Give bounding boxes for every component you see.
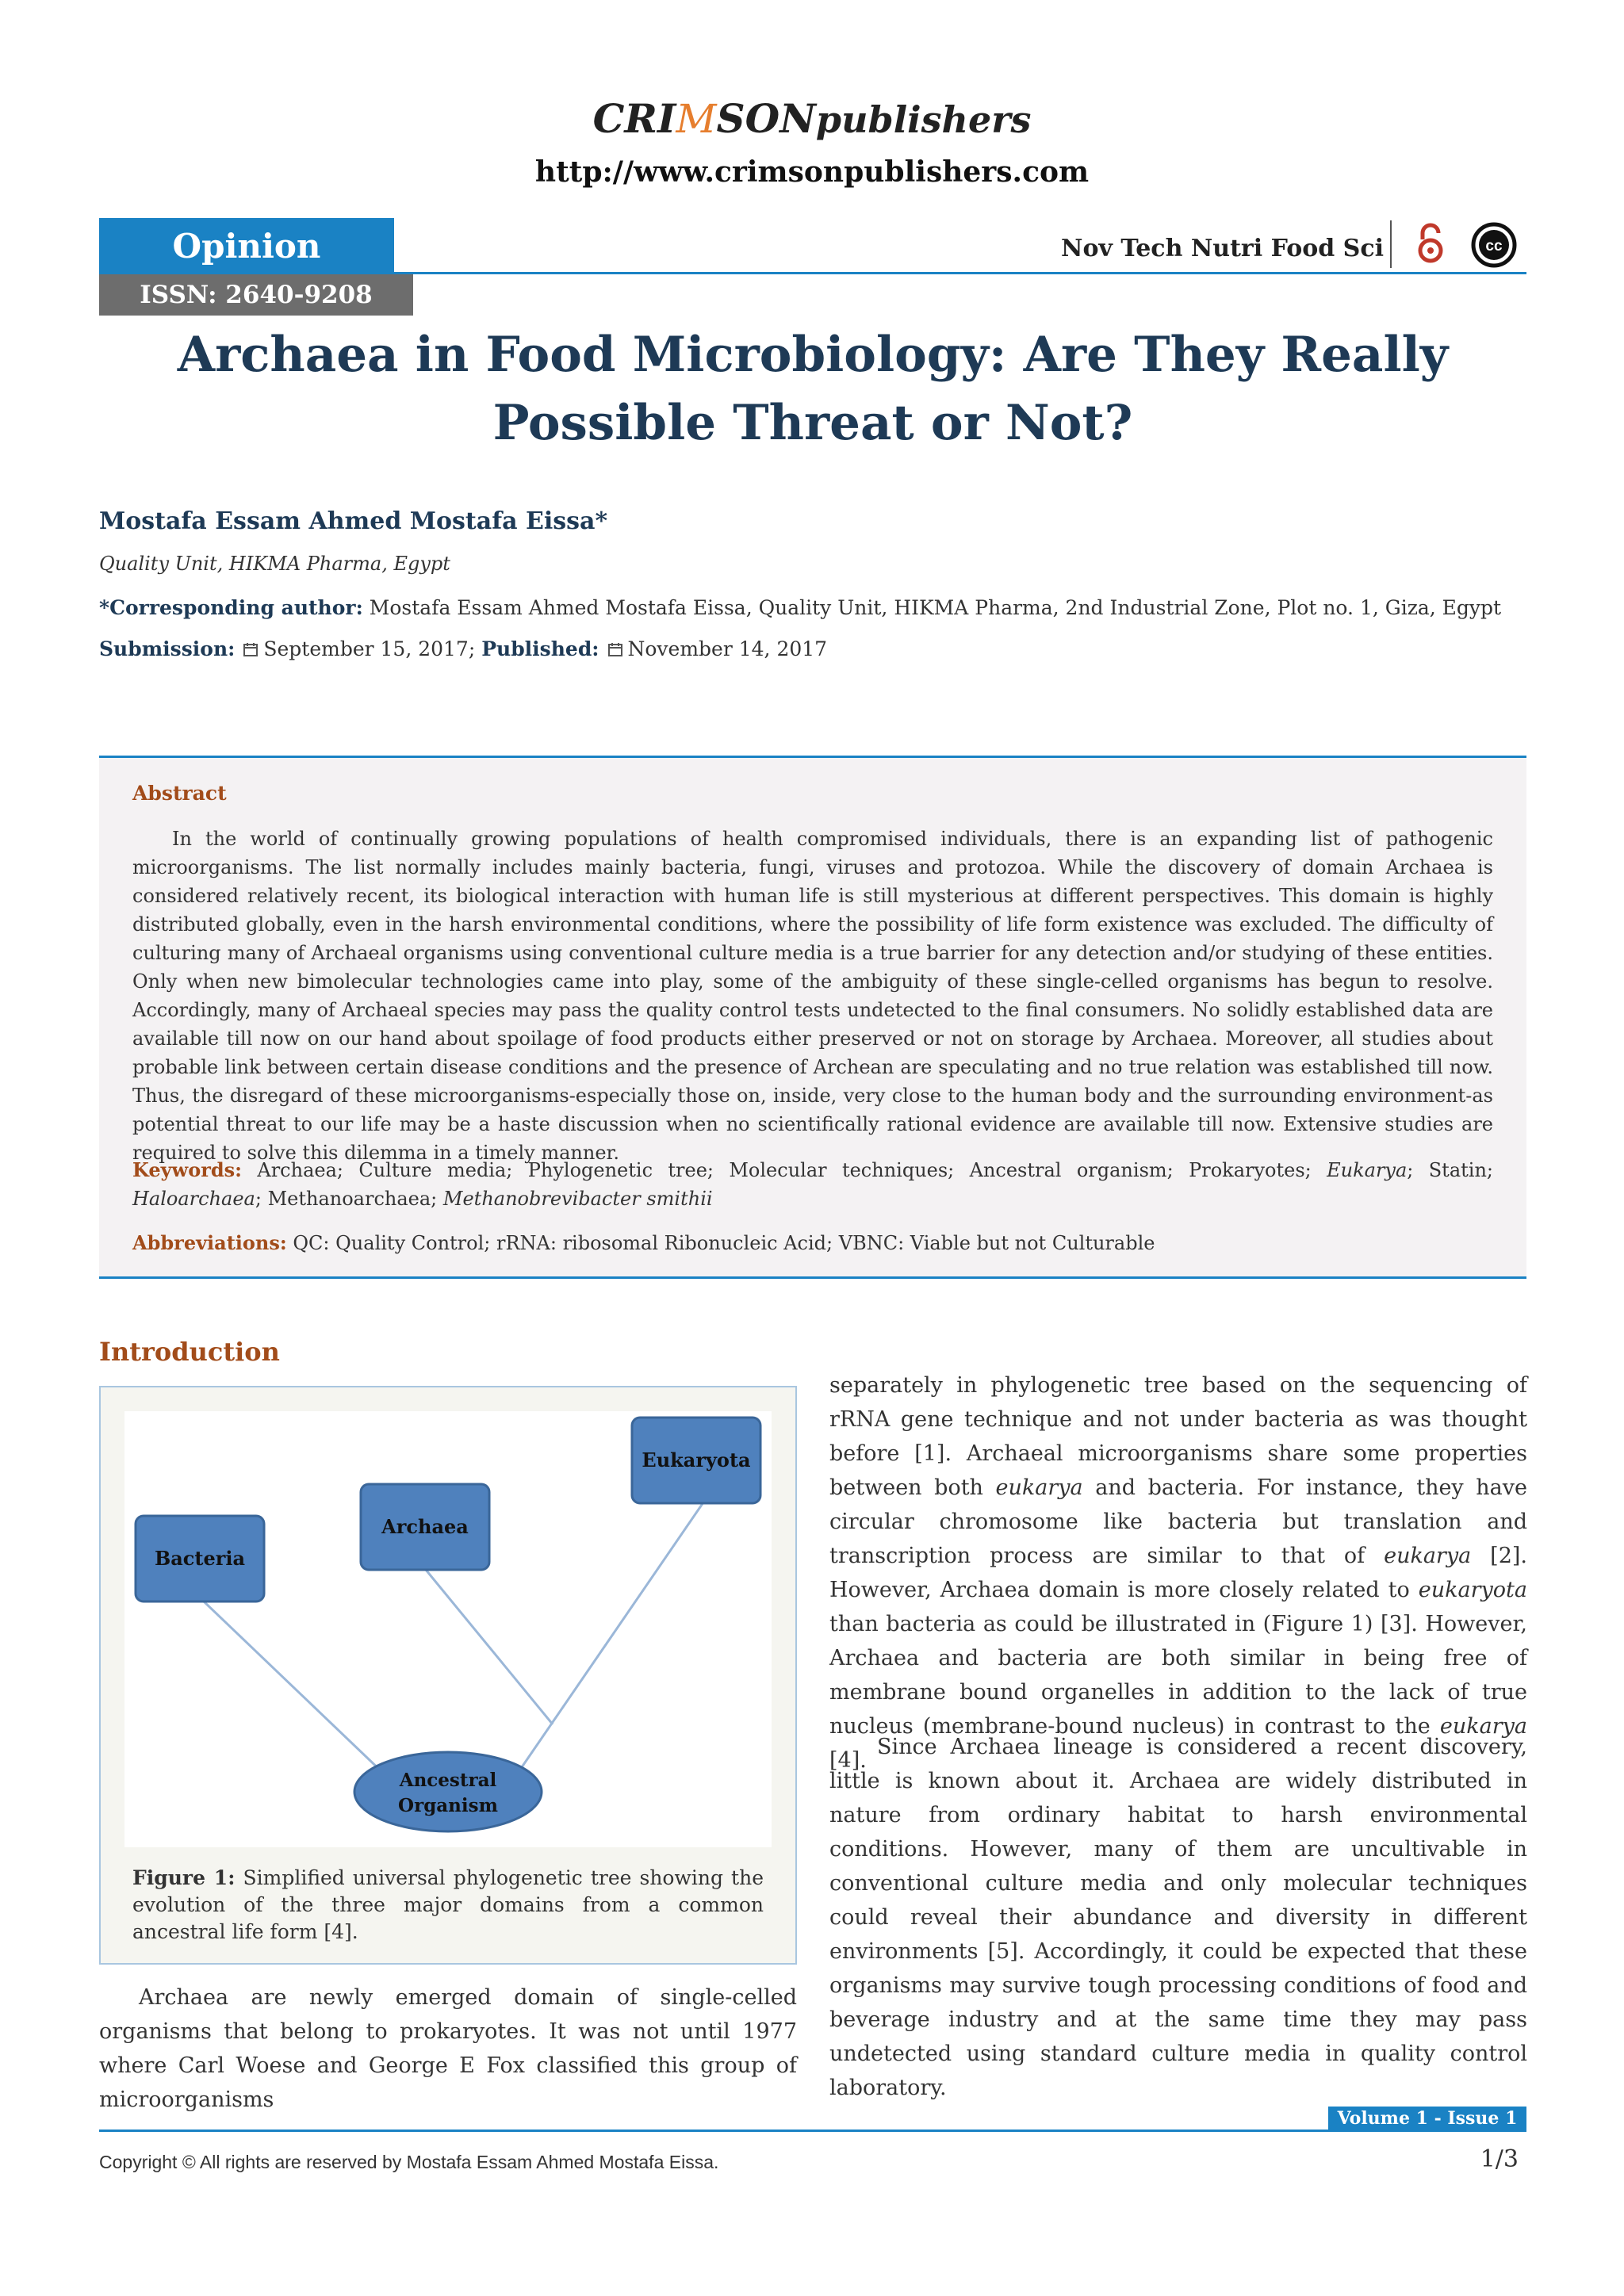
node-archaea [361, 1484, 489, 1570]
author-affiliation: Quality Unit, HIKMA Pharma, Egypt [99, 553, 450, 575]
calendar-icon [607, 641, 623, 657]
node-label-archaea: Archaea [381, 1515, 469, 1538]
article-type-badge: Opinion [99, 218, 394, 274]
publisher-logo: CRIMSONpublishers [592, 95, 1032, 142]
node-bacteria [136, 1516, 264, 1601]
article-title: Archaea in Food Microbiology: Are They Really Possible Threat or Not? [177, 327, 1449, 451]
body-paragraph-left: Archaea are newly emerged domain of single-celled organisms that belong to prokaryotes. It was not until 1977 where Carl Woese and George E Fox classified this group of microorganisms [99, 1985, 797, 2112]
abbreviations: Abbreviations: QC: Quality Control; rRNA: ribosomal Ribonucleic Acid; VBNC: Viable but not Culturable [132, 1231, 1155, 1254]
node-eukaryota [632, 1418, 760, 1503]
issn-badge: ISSN: 2640-9208 [99, 274, 413, 316]
node-label-bacteria: Bacteria [154, 1547, 246, 1570]
body-paragraph-right-1: separately in phylogenetic tree based on the sequencing of rRNA gene technique and not under bacteria as was thought before [1]. Archaeal microorganisms share some properties between both eukarya and bacteria. For instance, they have circular chromosome like bacteria but translation and transcription process are similar to that of eukarya [2]. However, Archaea domain is more closely related to eukaryota than bacteria as could be illustrated in (Figure 1) [3]. However, Archaea and bacteria are both similar in being free of membrane bound organelles in addition to the lack of true nucleus (membrane-bound nucleus) in contrast to the eukarya [4]. [829, 1373, 1527, 1773]
section-heading-introduction: Introduction [99, 1337, 280, 1367]
abstract-text: In the world of continually growing populations of health compromised individuals, there is an expanding list of pathogenic microorganisms. The list normally includes mainly bacteria, fungi, viruses and protozoa. While the discovery of domain Archaea is considered relatively recent, its biological interaction with human life is still mysterious at different perspectives. This domain is highly distributed globally, even in the harsh environmental conditions, where the possibility of life form existence was excluded. The difficulty of culturing many of Archaeal organisms using conventional culture media is a true barrier for any detection and/or studying of these entities. Only when new bimolecular technologies came into play, some of the ambiguity of these single-celled organisms has begun to resolve. Accordingly, many of Archaeal species may pass the quality control tests undetected to the final consumers. No solidly established data are available till now on our hand about spoilage of food products either preserved or not on storage by Archaea. Moreover, all studies about probable link between certain disease conditions and the presence of Archean are speculating and no true relation was established till now. Thus, the disregard of these microorganisms-especially those on, inside, very close to the human body and the surrounding environment-as potential threat to our life may be a haste discussion when no scientifically rational evidence are available till now. Extensive studies are required to solve this dilemma in a timely manner. [132, 828, 1493, 1164]
node-ancestral-organism [354, 1752, 542, 1831]
author-name: Mostafa Essam Ahmed Mostafa Eissa* [99, 507, 608, 535]
figure-caption: Figure 1: Simplified universal phylogenetic tree showing the evolution of the three major domains from a common ancestral life form [4]. [132, 1866, 764, 1943]
article-dates: Submission: September 15, 2017; Published: November 14, 2017 [99, 637, 828, 660]
creative-commons-icon[interactable] [1471, 222, 1517, 268]
footer-rule [99, 2130, 1526, 2132]
phylogenetic-tree-figure [124, 1411, 772, 1847]
calendar-icon [243, 641, 259, 657]
page-number: 1/3 [1480, 2145, 1519, 2173]
body-paragraph-right-2: Since Archaea lineage is considered a recent discovery, little is known about it. Archaea are widely distributed in nature from ordinary habitat to harsh environmental conditions. However, many of them are uncultivable in conventional culture media and only molecular techniques could reveal their abundance and diversity in different environments [5]. Accordingly, it could be expected that these organisms may survive tough processing conditions of food and beverage industry and at the same time they may pass undetected using standard culture media in quality control laboratory. [829, 1735, 1527, 2100]
open-access-icon[interactable] [1413, 222, 1448, 265]
copyright-notice: Copyright © All rights are reserved by Mostafa Essam Ahmed Mostafa Eissa. [99, 2152, 719, 2172]
svg-text:cc: cc [1485, 238, 1503, 254]
keywords: Keywords: Archaea; Culture media; Phylogenetic tree; Molecular techniques; Ancestral organism; Prokaryotes; Eukarya; Statin; Haloarchaea; Methanoarchaea; Methanobrevibacter smithii [132, 1158, 1493, 1210]
node-label-ancestral-1: Ancestral [399, 1770, 497, 1791]
volume-issue-badge: Volume 1 - Issue 1 [1328, 2107, 1526, 2130]
journal-name: Nov Tech Nutri Food Sci [1061, 235, 1384, 262]
corresponding-author: *Corresponding author: Mostafa Essam Ahmed Mostafa Eissa, Quality Unit, HIKMA Pharma, 2nd Industrial Zone, Plot no. 1, Giza, Egypt [99, 596, 1502, 619]
publisher-url[interactable]: http://www.crimsonpublishers.com [534, 155, 1090, 189]
node-label-eukaryota: Eukaryota [642, 1448, 751, 1471]
node-label-ancestral-2: Organism [398, 1795, 498, 1816]
header-divider [1390, 220, 1392, 268]
abstract-heading: Abstract [132, 782, 227, 805]
